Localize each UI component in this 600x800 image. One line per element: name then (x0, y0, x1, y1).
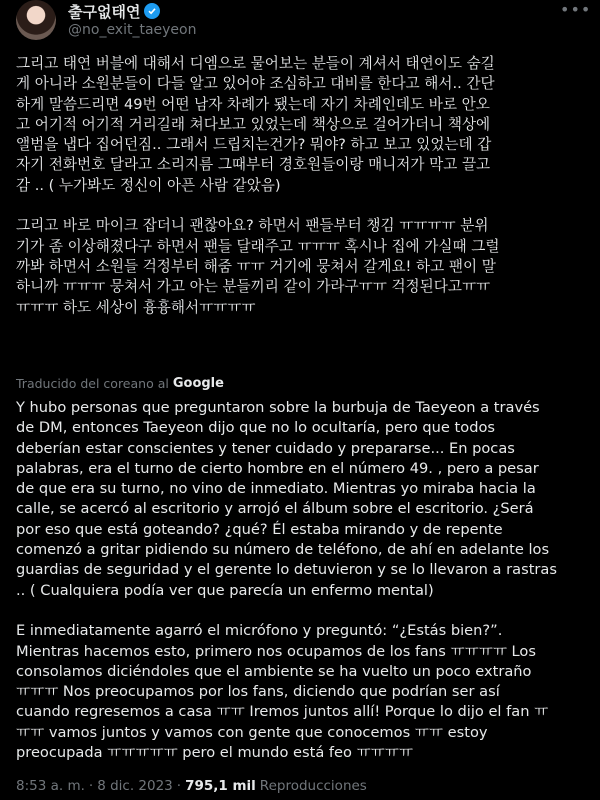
tweet-header (16, 0, 592, 52)
text-line: comenzó a gritar pidiendo su número de teléfono, de ahí en adelante los (16, 541, 550, 559)
text-line: 하게 말씀드리면 49번 어떤 남자 차례가 됐는데 자기 차례인데도 바로 안오 (16, 95, 490, 113)
text-line: 고 어기적 어기적 거리길래 쳐다보고 있었는데 책상으로 걸어가더니 책상에 (16, 115, 491, 133)
text-line: 하니까 ㅠㅠㅠ 뭉쳐서 가고 아는 분들끼리 같이 가라구ㅠㅠ 걱정된다고ㅠㅠ (16, 278, 491, 296)
text-line: guardias de seguridad y el gerente lo detuvieron y se lo llevaron a rastras (16, 561, 557, 579)
more-options-icon[interactable]: ••• (560, 0, 592, 19)
text-line: 앨범을 냅다 집어던짐.. 그래서 드립치는건가? 뭐야? 하고 보고 있었는데 갑 (16, 136, 492, 154)
google-logo: Google (172, 375, 224, 391)
tweet-translation-text (16, 398, 584, 763)
verified-badge-icon (144, 3, 160, 19)
text-line: 자기 전화번호 달라고 소리지름 그때부터 경호원들이랑 매니저가 막고 끌고 (16, 156, 491, 174)
translated-label: Traducido del coreano al (16, 375, 169, 391)
text-line: 그리고 태연 버블에 대해서 디엠으로 물어보는 분들이 계셔서 태연이도 숨길 (16, 55, 495, 72)
text-line: palabras, era el turno de cierto hombre en el número 49. , pero a pesar (16, 459, 539, 477)
author-display-name[interactable]: 출구없태연 (68, 2, 141, 21)
text-line (16, 196, 584, 216)
meta-separator: · (88, 778, 94, 794)
text-line: calle, se acercó al escritorio y arrojó el álbum sobre el escritorio. ¿Será (16, 500, 534, 518)
text-line: ㅠㅠㅠ 하도 세상이 흉흉해서ㅠㅠㅠㅠ (16, 298, 256, 316)
tweet-time[interactable]: 8:53 a. m. (16, 778, 85, 794)
text-line: 감 .. ( 누가봐도 정신이 아픈 사람 같았음) (16, 176, 281, 194)
meta-separator: · (176, 778, 182, 794)
translation-attribution (16, 374, 224, 392)
text-line: por eso que está goteando? ¿qué? Él estaba mirando y de repente (16, 520, 503, 538)
avatar[interactable] (16, 0, 56, 40)
views-count: 795,1 mil (185, 778, 256, 794)
text-line: E inmediatamente agarró el micrófono y preguntó: “¿Estás bien?”. (16, 622, 503, 640)
text-line: consolamos diciéndoles que el ambiente se ha vuelto un poco extraño (16, 662, 532, 680)
views-label: Reproducciones (259, 778, 367, 794)
text-line: de que era su turno, no vino de inmediato. Mientras yo miraba hacia la (16, 480, 536, 498)
text-line: de DM, entonces Taeyeon dijo que no lo ocultaría, pero que todos (16, 419, 495, 437)
author-handle[interactable]: @no_exit_taeyeon (68, 22, 197, 38)
text-line: Mientras hacemos esto, primero nos ocupamos de los fans ㅠㅠㅠㅠ Los (16, 642, 536, 660)
text-line: .. ( Cualquiera podía ver que parecía un enfermo mental) (16, 581, 434, 599)
text-line: 기가 좀 이상해졌다구 하면서 팬들 달래주고 ㅠㅠㅠ 혹시나 집에 가실때 그럴 (16, 237, 500, 255)
tweet-original-text (16, 54, 584, 318)
text-line: ㅠㅠ vamos juntos y vamos con gente que conocemos ㅠㅠ estoy (16, 723, 488, 741)
text-line: deberían estar conscientes y tener cuidado y prepararse... En pocas (16, 439, 515, 457)
text-line (16, 601, 584, 621)
text-line: 게 아니라 소원분들이 다들 알고 있어야 조심하고 대비를 한다고 해서.. 간단 (16, 75, 495, 93)
text-line: Y hubo personas que preguntaron sobre la burbuja de Taeyeon a través (16, 399, 540, 416)
text-line: ㅠㅠㅠ Nos preocupamos por los fans, diciendo que podrían ser así (16, 683, 500, 701)
text-line: preocupada ㅠㅠㅠㅠㅠ pero el mundo está feo ㅠㅠㅠㅠ (16, 744, 413, 762)
tweet-meta (16, 778, 367, 794)
text-line: 까봐 하면서 소원들 걱정부터 해줌 ㅠㅠ 거기에 뭉쳐서 갈게요! 하고 팬이 말 (16, 257, 496, 275)
text-line: cuando regresemos a casa ㅠㅠ Iremos juntos allí! Porque lo dijo el fan ㅠ (16, 703, 549, 721)
tweet-date[interactable]: 8 dic. 2023 (97, 778, 173, 794)
author-name-row (68, 1, 160, 21)
text-line: 그리고 바로 마이크 잡더니 괜찮아요? 하면서 팬들부터 챙김 ㅠㅠㅠㅠ 분위 (16, 217, 489, 235)
